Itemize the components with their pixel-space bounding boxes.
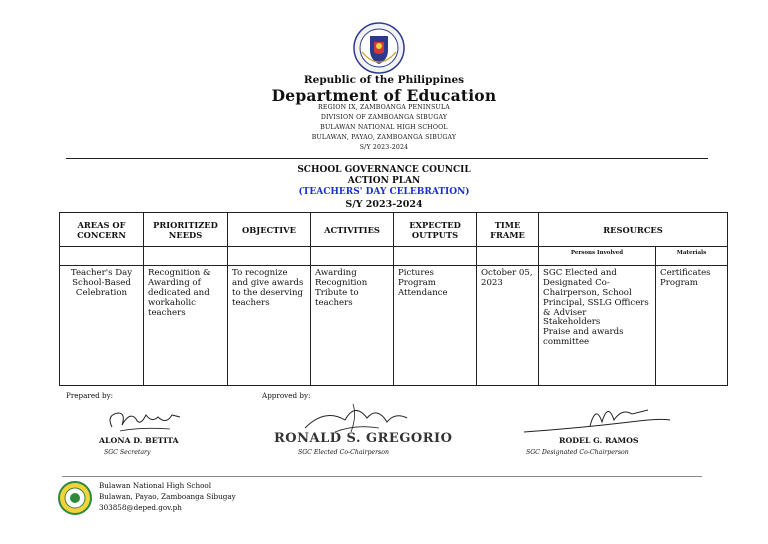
- output-item: Attendance: [398, 287, 448, 298]
- table-subheader-row: [60, 247, 728, 266]
- approved-by-label: Approved by:: [262, 391, 311, 400]
- material-item: Program: [660, 277, 698, 288]
- cell-time-frame: October 05, 2023: [477, 266, 539, 386]
- designated-signature: [520, 398, 680, 438]
- council-title: SCHOOL GOVERNANCE COUNCIL: [297, 165, 471, 175]
- footer-divider: [62, 476, 702, 477]
- cell-objective: To recognize and give awards to the deserving teachers: [228, 266, 311, 386]
- action-plan-table: [59, 212, 728, 386]
- header-divider: [66, 158, 708, 159]
- header-time-frame: TIME FRAME: [477, 213, 539, 247]
- header-activities: ACTIVITIES: [311, 213, 394, 247]
- person-item: Praise and awards committee: [543, 327, 624, 348]
- address-line: BULAWAN, PAYAO, ZAMBOANGA SIBUGAY: [311, 134, 457, 141]
- subheader-materials: Materials: [656, 247, 728, 266]
- cell-needs: Recognition & Awarding of dedicated and workaholic teachers: [144, 266, 228, 386]
- header-areas: AREAS OF CONCERN: [60, 213, 144, 247]
- footer-school-name: Bulawan National High School: [99, 481, 212, 490]
- header-needs: PRIORITIZED NEEDS: [144, 213, 228, 247]
- table-header-row: [60, 213, 728, 247]
- school-line: BULAWAN NATIONAL HIGH SCHOOL: [320, 124, 448, 131]
- action-plan-title: ACTION PLAN: [347, 176, 421, 186]
- cell-activities: Awarding Recognition Tribute to teachers: [311, 266, 394, 386]
- secretary-signature: [100, 405, 190, 439]
- republic-line: Republic of the Philippines: [303, 74, 465, 86]
- department-name: Department of Education: [271, 86, 497, 105]
- output-item: Pictures: [398, 268, 434, 278]
- secretary-name: ALONA D. BETITA: [99, 436, 179, 445]
- plan-school-year: S/Y 2023-2024: [345, 199, 423, 210]
- region-line: REGION IX, ZAMBOANGA PENINSULA: [318, 104, 450, 111]
- header-outputs: EXPECTED OUTPUTS: [394, 213, 477, 247]
- person-item: SGC Elected and Designated Co-Chairperson, School Principal, SSLG Officers & Adviser: [543, 268, 649, 318]
- deped-seal-icon: [353, 22, 405, 74]
- subheader-persons: Persons Involved: [539, 247, 656, 266]
- designated-role: SGC Designated Co-Chairperson: [526, 449, 629, 456]
- elected-role: SGC Elected Co-Chairperson: [298, 449, 389, 456]
- cell-materials: [656, 266, 728, 386]
- event-title: (TEACHERS' DAY CELEBRATION): [298, 187, 470, 197]
- table-row: [60, 266, 728, 386]
- person-item: Stakeholders: [543, 317, 601, 328]
- footer-email: 303858@deped.gov.ph: [99, 503, 182, 512]
- material-item: Certificates: [660, 268, 711, 278]
- elected-name: RONALD S. GREGORIO: [274, 431, 453, 446]
- school-year-line: S/Y 2023-2024: [359, 144, 409, 151]
- division-line: DIVISION OF ZAMBOANGA SIBUGAY: [320, 114, 448, 121]
- secretary-role: SGC Secretary: [104, 449, 151, 456]
- school-logo-icon: [58, 481, 92, 515]
- header-objective: OBJECTIVE: [228, 213, 311, 247]
- prepared-by-label: Prepared by:: [66, 391, 114, 400]
- footer-address: Bulawan, Payao, Zamboanga Sibugay: [99, 492, 236, 501]
- cell-area: Teacher's Day School-Based Celebration: [60, 266, 144, 386]
- designated-name: RODEL G. RAMOS: [559, 436, 639, 445]
- output-item: Program: [398, 277, 436, 288]
- cell-persons: [539, 266, 656, 386]
- cell-outputs: [394, 266, 477, 386]
- header-resources: RESOURCES: [539, 213, 728, 247]
